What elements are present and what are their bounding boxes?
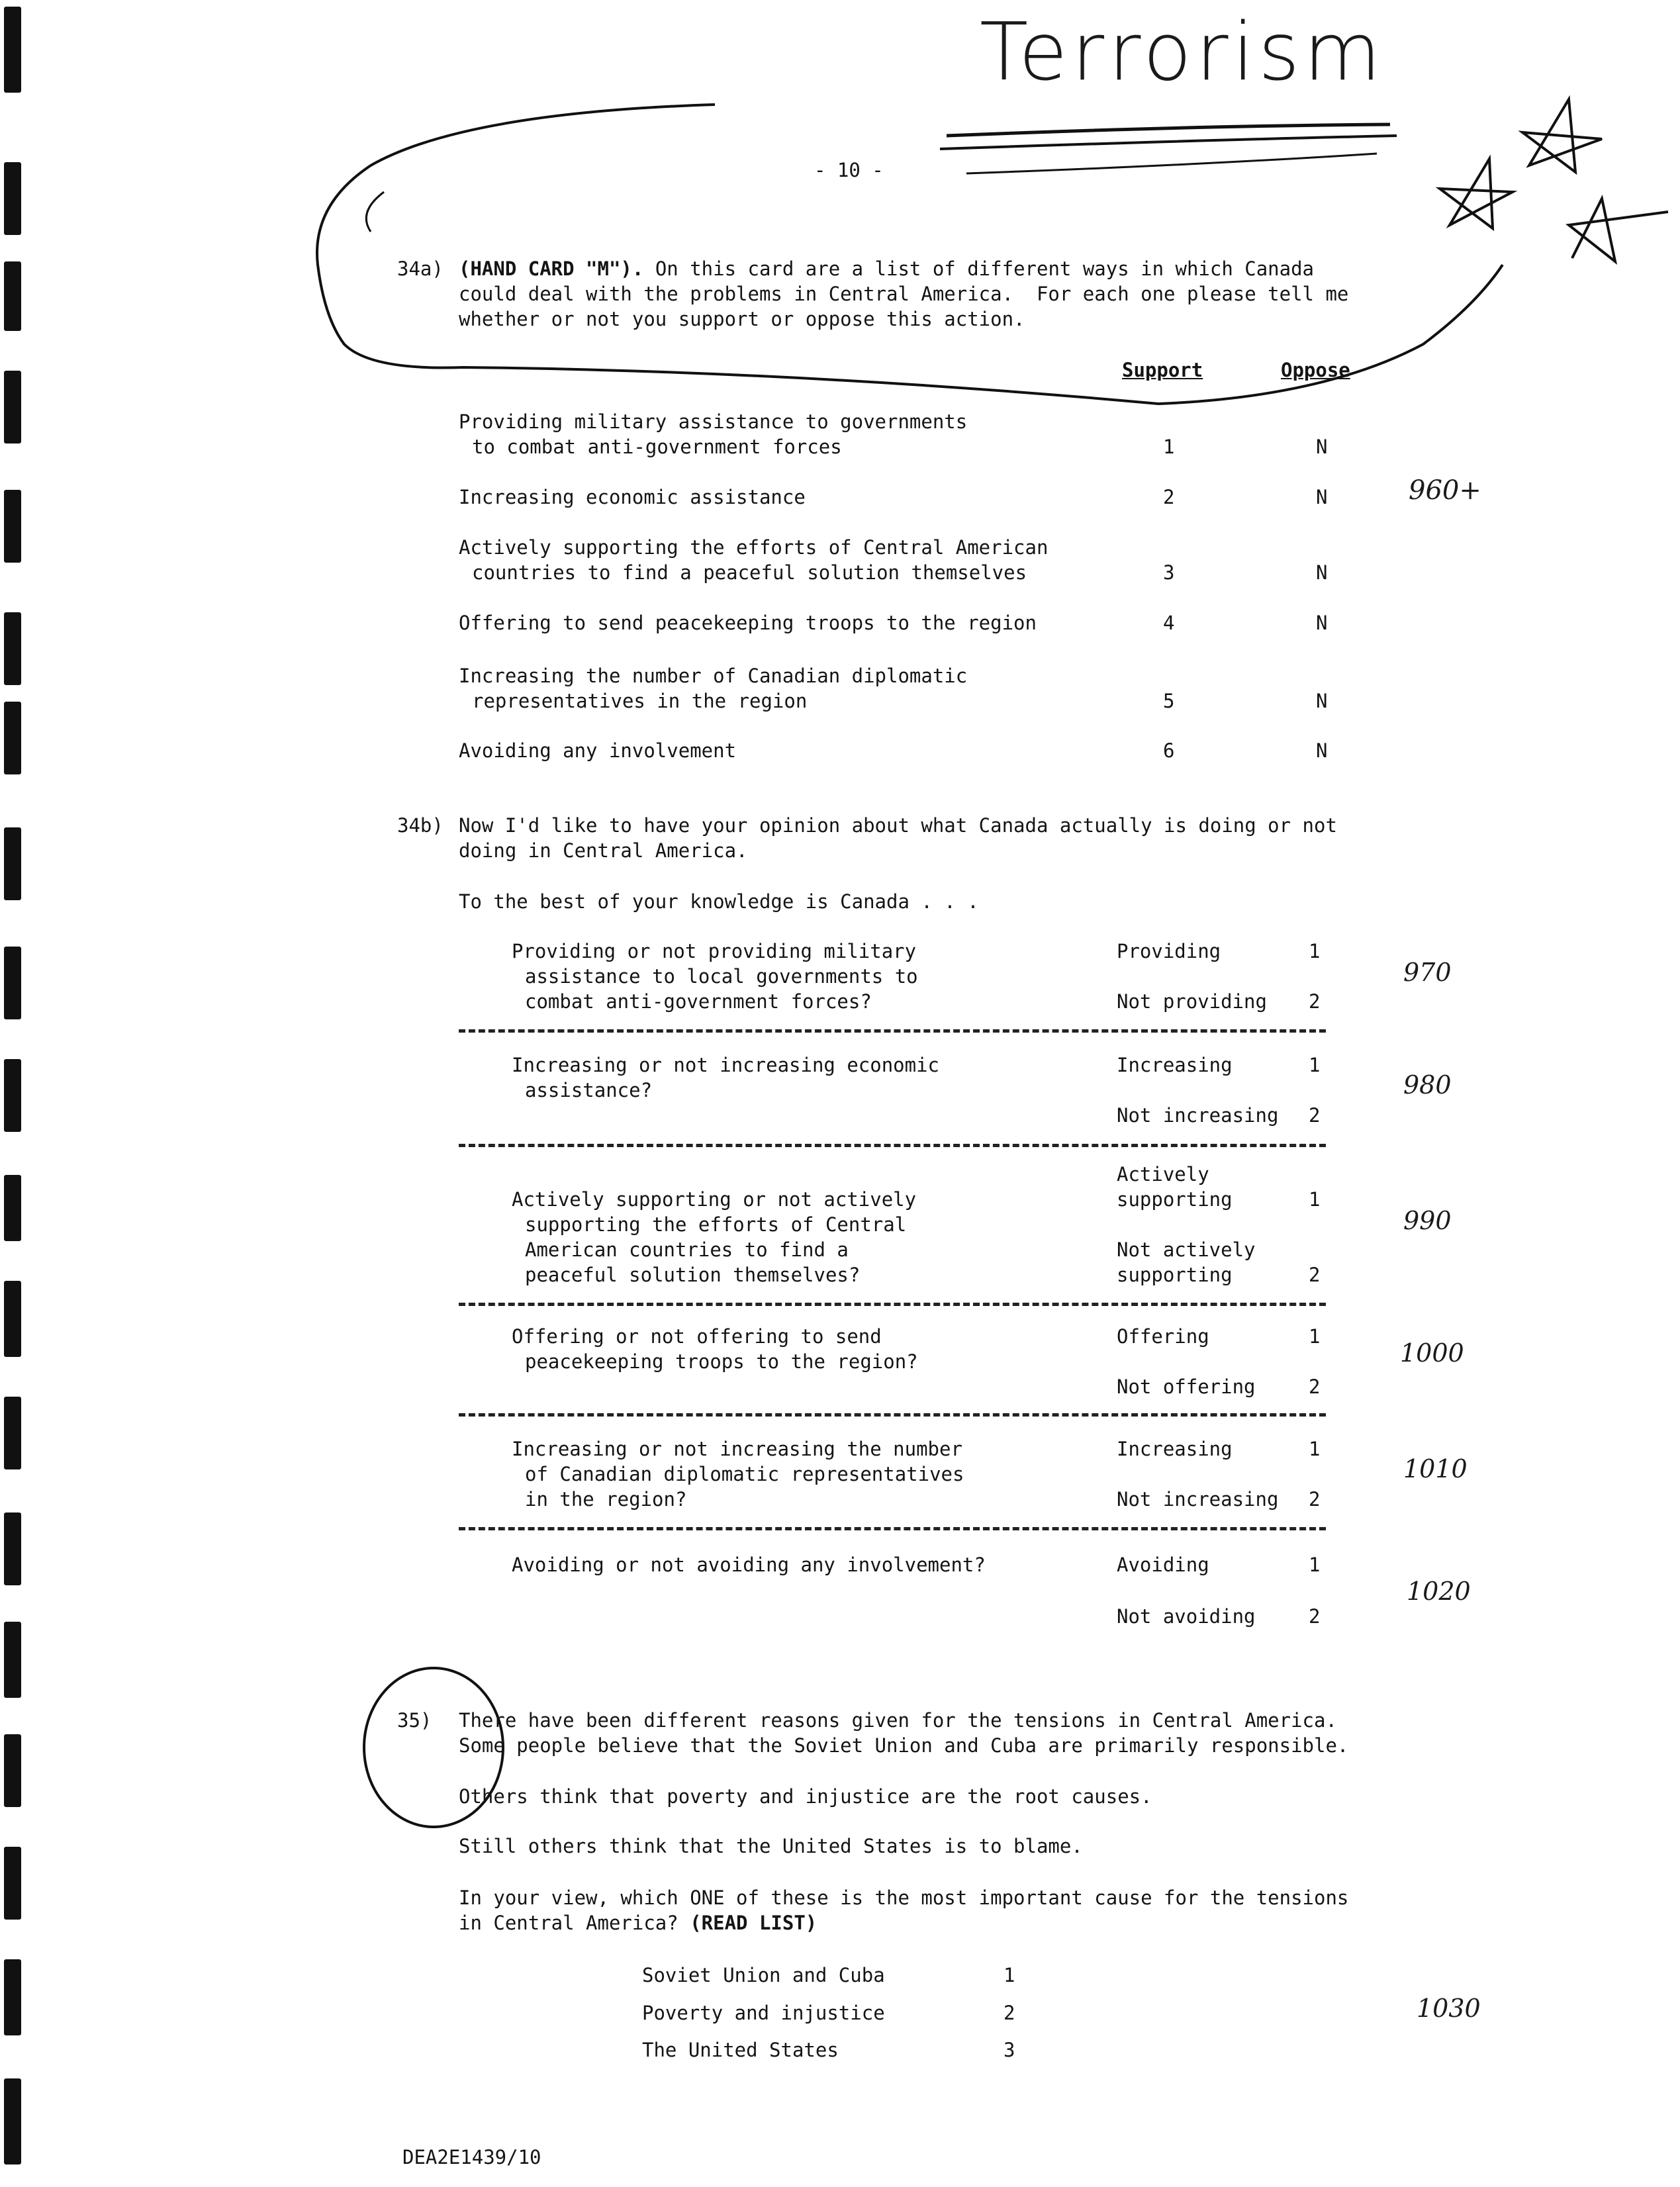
item-text: Actively supporting or not actively	[512, 1188, 917, 1211]
option-code: 3	[1003, 2039, 1015, 2061]
question-number: 35)	[397, 1709, 432, 1732]
option-label: Actively	[1117, 1163, 1209, 1186]
divider	[459, 1413, 1326, 1417]
support-code: 5	[1163, 690, 1175, 712]
question-text-line: There have been different reasons given for the tensions in Central America.	[459, 1709, 1337, 1732]
item-text: Increasing the number of Canadian diplomatic	[459, 665, 968, 687]
option-code: 1	[1309, 1188, 1321, 1211]
option-code: 2	[1309, 990, 1321, 1013]
option-label: supporting	[1117, 1264, 1233, 1286]
item-text: peacekeeping troops to the region?	[525, 1350, 918, 1373]
option-label: Not increasing	[1117, 1488, 1279, 1511]
support-code: 1	[1163, 436, 1175, 458]
option-code: 1	[1309, 1325, 1321, 1348]
option-label: The United States	[642, 2039, 839, 2061]
item-text: Increasing or not increasing the number	[512, 1438, 962, 1460]
item-text: Providing military assistance to governments	[459, 410, 968, 433]
item-text: representatives in the region	[472, 690, 808, 712]
option-code: 1	[1309, 1438, 1321, 1460]
support-code: 2	[1163, 486, 1175, 508]
item-text: Avoiding any involvement	[459, 739, 737, 762]
option-label: Not avoiding	[1117, 1605, 1256, 1628]
question-number: 34b)	[397, 814, 443, 837]
item-text: American countries to find a	[525, 1238, 849, 1261]
item-text: peaceful solution themselves?	[525, 1264, 861, 1286]
item-text: supporting the efforts of Central	[525, 1213, 907, 1236]
question-text: On this card are a list of different ways in which Canada	[643, 257, 1315, 280]
option-label: Not actively	[1117, 1238, 1256, 1261]
question-text-line: could deal with the problems in Central America. For each one please tell me	[459, 283, 1349, 305]
oppose-code: N	[1316, 486, 1328, 508]
item-text: Avoiding or not avoiding any involvement?	[512, 1554, 986, 1576]
item-text: assistance to local governments to	[525, 965, 918, 988]
handwritten-code: 970	[1403, 958, 1452, 987]
item-text: Offering or not offering to send	[512, 1325, 882, 1348]
support-code: 4	[1163, 612, 1175, 634]
option-code: 1	[1309, 940, 1321, 962]
option-code: 2	[1003, 2002, 1015, 2024]
option-code: 2	[1309, 1375, 1321, 1398]
option-code: 1	[1003, 1964, 1015, 1986]
item-text: countries to find a peaceful solution themselves	[472, 561, 1027, 584]
question-text-line: In your view, which ONE of these is the most important cause for the tensions	[459, 1886, 1349, 1909]
item-text: Actively supporting the efforts of Central American	[459, 536, 1049, 559]
question-text-line	[459, 1910, 817, 1935]
column-header-support: Support	[1122, 359, 1203, 381]
oppose-code: N	[1316, 561, 1328, 584]
handwritten-code: 1020	[1407, 1577, 1471, 1606]
divider	[459, 1144, 1326, 1147]
document-id: DEA2E1439/10	[402, 2146, 541, 2168]
option-label: Increasing	[1117, 1054, 1233, 1076]
question-prompt: To the best of your knowledge is Canada . . .	[459, 890, 979, 913]
option-label: Not offering	[1117, 1375, 1256, 1398]
option-code: 2	[1309, 1488, 1321, 1511]
option-label: Providing	[1117, 940, 1221, 962]
column-header-oppose: Oppose	[1281, 359, 1350, 381]
option-code: 1	[1309, 1554, 1321, 1576]
handwritten-code: 990	[1403, 1206, 1452, 1235]
handwritten-code: 960+	[1409, 475, 1481, 506]
item-text: of Canadian diplomatic representatives	[525, 1463, 964, 1485]
question-text-line: Others think that poverty and injustice are the root causes.	[459, 1785, 1152, 1808]
item-text: Offering to send peacekeeping troops to the region	[459, 612, 1037, 634]
instruction-label: (READ LIST)	[678, 1912, 817, 1934]
item-text: assistance?	[525, 1079, 653, 1101]
divider	[459, 1303, 1326, 1306]
divider	[459, 1527, 1326, 1530]
item-text: in the region?	[525, 1488, 687, 1511]
option-code: 2	[1309, 1264, 1321, 1286]
option-label: Soviet Union and Cuba	[642, 1964, 885, 1986]
item-text: combat anti-government forces?	[525, 990, 872, 1013]
question-text-line: doing in Central America.	[459, 839, 748, 862]
support-code: 3	[1163, 561, 1175, 584]
oppose-code: N	[1316, 690, 1328, 712]
option-label: Not increasing	[1117, 1104, 1279, 1127]
option-label: supporting	[1117, 1188, 1233, 1211]
handwritten-code: 1000	[1400, 1338, 1464, 1368]
handwritten-code: 1030	[1417, 1994, 1481, 2023]
question-text-line: whether or not you support or oppose this action.	[459, 308, 1025, 330]
star-doodle-icon	[1440, 99, 1668, 261]
option-label: Offering	[1117, 1325, 1209, 1348]
item-text: Increasing or not increasing economic	[512, 1054, 940, 1076]
question-number: 34a)	[397, 257, 443, 280]
question-text-line: Now I'd like to have your opinion about what Canada actually is doing or not	[459, 814, 1337, 837]
handwritten-code: 1010	[1403, 1454, 1468, 1483]
option-label: Not providing	[1117, 990, 1267, 1013]
instruction-label: (HAND CARD "M").	[459, 257, 644, 280]
question-text-line: Some people believe that the Soviet Union and Cuba are primarily responsible.	[459, 1734, 1349, 1757]
handwritten-code: 980	[1403, 1070, 1452, 1099]
item-text: Providing or not providing military	[512, 940, 917, 962]
option-code: 2	[1309, 1605, 1321, 1628]
option-label: Avoiding	[1117, 1554, 1209, 1576]
option-label: Increasing	[1117, 1438, 1233, 1460]
question-text: in Central America?	[459, 1912, 678, 1934]
oppose-code: N	[1316, 739, 1328, 762]
item-text: to combat anti-government forces	[472, 436, 842, 458]
oppose-code: N	[1316, 436, 1328, 458]
divider	[459, 1029, 1326, 1033]
support-code: 6	[1163, 739, 1175, 762]
page-number: - 10 -	[814, 159, 884, 181]
option-code: 2	[1309, 1104, 1321, 1127]
oppose-code: N	[1316, 612, 1328, 634]
question-text-line: Still others think that the United States is to blame.	[459, 1835, 1083, 1857]
question-text-line	[459, 256, 1314, 281]
option-label: Poverty and injustice	[642, 2002, 885, 2024]
handwritten-title: Terrorism	[980, 7, 1385, 99]
item-text: Increasing economic assistance	[459, 486, 806, 508]
option-code: 1	[1309, 1054, 1321, 1076]
